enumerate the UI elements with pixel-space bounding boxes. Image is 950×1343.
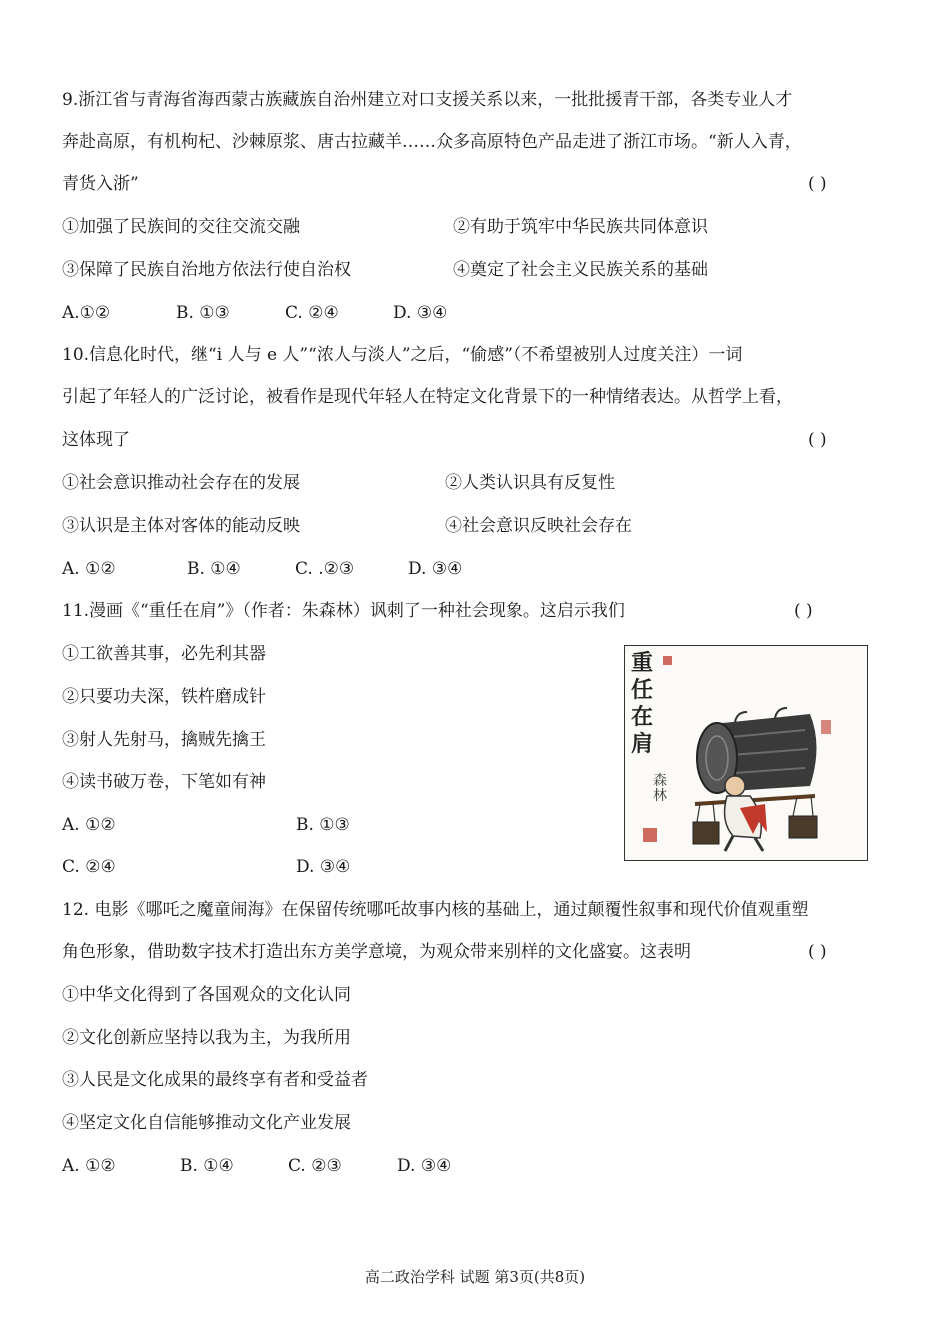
q12-option-4: ④坚定文化自信能够推动文化产业发展 (62, 1113, 351, 1133)
q9-option-4: ④奠定了社会主义民族关系的基础 (453, 260, 708, 280)
q11-option-4: ④读书破万卷，下笔如有神 (62, 772, 266, 792)
q12-option-2: ②文化创新应坚持以我为主，为我所用 (62, 1028, 351, 1048)
q10-stem-line-2: 引起了年轻人的广泛讨论，被看作是现代年轻人在特定文化背景下的一种情绪表达。从哲学上看， (62, 387, 793, 407)
q12-choice-d: D. ③④ (397, 1156, 452, 1176)
q12-stem-line-1: 12. 电影《哪吒之魔童闹海》在保留传统哪吒故事内核的基础上，通过颠覆性叙事和现代价值观重塑 (62, 900, 809, 920)
q11-choice-c: C. ②④ (62, 857, 116, 877)
q12-choice-b: B. ①④ (180, 1156, 234, 1176)
comic-signature: 森林 (653, 773, 667, 804)
q10-choice-a: A. ①② (62, 559, 116, 579)
q9-option-2: ②有助于筑牢中华民族共同体意识 (453, 217, 708, 237)
q9-choice-c: C. ②④ (285, 303, 339, 323)
q10-choice-d: D. ③④ (408, 559, 463, 579)
q9-choice-d: D. ③④ (393, 303, 448, 323)
q10-stem-line-3: 这体现了 (62, 430, 130, 450)
q10-option-3: ③认识是主体对客体的能动反映 (62, 516, 300, 536)
comic-title: 重任在肩 (631, 650, 654, 757)
q10-choice-b: B. ①④ (187, 559, 241, 579)
q11-choice-d: D. ③④ (296, 857, 351, 877)
page-footer: 高二政治学科 试题 第3页(共8页) (364, 1268, 586, 1286)
q10-option-1: ①社会意识推动社会存在的发展 (62, 473, 300, 493)
q11-choice-b: B. ①③ (296, 815, 350, 835)
q10-choice-c: C. .②③ (295, 559, 355, 579)
q11-option-3: ③射人先射马，擒贼先擒王 (62, 730, 266, 750)
q11-option-2: ②只要功夫深，铁杵磨成针 (62, 687, 266, 707)
q9-stem-line-1: 9.浙江省与青海省海西蒙古族藏族自治州建立对口支援关系以来，一批批援青干部，各类专业人才 (62, 90, 793, 110)
q12-choice-a: A. ①② (62, 1156, 116, 1176)
q11-choice-a: A. ①② (62, 815, 116, 835)
q12-choice-c: C. ②③ (288, 1156, 342, 1176)
q12-option-3: ③人民是文化成果的最终享有者和受益者 (62, 1070, 368, 1090)
q9-stem-line-3: 青货入浙” (62, 174, 139, 194)
q11-answer-bracket: ( ) (794, 601, 813, 621)
q10-option-4: ④社会意识反映社会存在 (445, 516, 632, 536)
q11-stem: 11.漫画《“重任在肩”》（作者：朱森林）讽刺了一种社会现象。这启示我们 (62, 601, 625, 621)
q9-choice-b: B. ①③ (176, 303, 230, 323)
q12-answer-bracket: ( ) (808, 942, 827, 962)
q9-answer-bracket: ( ) (808, 174, 827, 194)
q9-choice-a: A.①② (62, 303, 111, 323)
q9-option-3: ③保障了民族自治地方依法行使自治权 (62, 260, 351, 280)
comic-drawing (625, 646, 866, 859)
comic-illustration (624, 645, 868, 861)
q11-option-1: ①工欲善其事，必先利其器 (62, 644, 266, 664)
q9-stem-line-2: 奔赴高原，有机枸杞、沙棘原浆、唐古拉藏羊……众多高原特色产品走进了浙江市场。“新人入青， (62, 132, 802, 152)
q10-option-2: ②人类认识具有反复性 (445, 473, 615, 493)
q10-stem-line-1: 10.信息化时代，继“i 人与 e 人”“浓人与淡人”之后，“偷感”（不希望被别人过度关注）一词 (62, 345, 743, 365)
q12-stem-line-2: 角色形象，借助数字技术打造出东方美学意境，为观众带来别样的文化盛宴。这表明 (62, 942, 691, 962)
q9-option-1: ①加强了民族间的交往交流交融 (62, 217, 300, 237)
q10-answer-bracket: ( ) (808, 430, 827, 450)
q12-option-1: ①中华文化得到了各国观众的文化认同 (62, 985, 351, 1005)
